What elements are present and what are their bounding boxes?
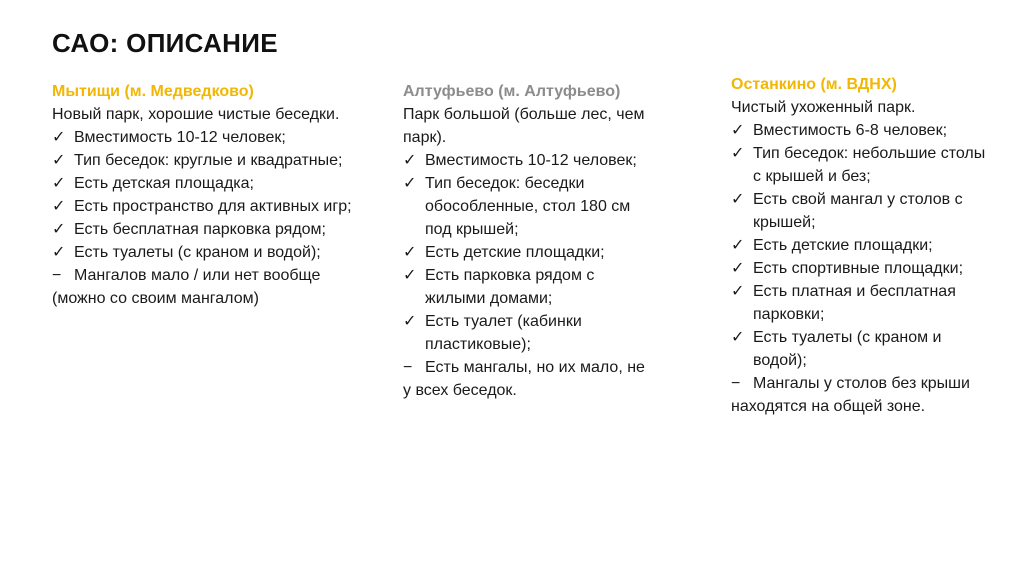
feature-item: ✓ Есть пространство для активных игр; — [52, 195, 352, 218]
dash-icon: − — [403, 359, 413, 376]
check-icon: ✓ — [731, 260, 745, 277]
check-icon: ✓ — [52, 221, 66, 238]
check-icon: ✓ — [731, 283, 745, 300]
check-icon: ✓ — [403, 267, 417, 284]
feature-item: ✓ Есть туалеты (с краном и водой); — [52, 241, 352, 264]
check-icon: ✓ — [403, 175, 417, 192]
check-icon: ✓ — [52, 198, 66, 215]
check-icon: ✓ — [52, 129, 66, 146]
park-column-altufyevo — [403, 80, 653, 402]
feature-list — [403, 149, 653, 356]
check-icon: ✓ — [403, 313, 417, 330]
check-icon: ✓ — [403, 244, 417, 261]
feature-list — [52, 126, 352, 264]
feature-item: ✓ Тип беседок: небольшие столы с крышей и без; — [731, 142, 993, 188]
feature-list — [731, 119, 993, 372]
feature-item: ✓ Есть спортивные площадки; — [731, 257, 993, 280]
feature-item: ✓ Есть детские площадки; — [731, 234, 993, 257]
feature-item: ✓ Вместимость 10-12 человек; — [403, 149, 653, 172]
feature-item: ✓ Есть детская площадка; — [52, 172, 352, 195]
feature-item: ✓ Тип беседок: беседки обособленные, стол 180 см под крышей; — [403, 172, 653, 241]
check-icon: ✓ — [52, 152, 66, 169]
feature-item: ✓ Есть туалеты (с краном и водой); — [731, 326, 993, 372]
feature-item: ✓ Есть туалет (кабинки пластиковые); — [403, 310, 653, 356]
park-column-mytishchi — [52, 80, 352, 310]
check-icon: ✓ — [731, 237, 745, 254]
park-note: − Есть мангалы, но их мало, не у всех беседок. — [403, 356, 653, 402]
check-icon: ✓ — [731, 122, 745, 139]
park-heading: Мытищи (м. Медведково) — [52, 83, 254, 100]
feature-item: ✓ Есть платная и бесплатная парковки; — [731, 280, 993, 326]
feature-item: ✓ Вместимость 6-8 человек; — [731, 119, 993, 142]
park-heading: Алтуфьево (м. Алтуфьево) — [403, 83, 621, 100]
feature-item: ✓ Есть детские площадки; — [403, 241, 653, 264]
check-icon: ✓ — [403, 152, 417, 169]
feature-item: ✓ Тип беседок: круглые и квадратные; — [52, 149, 352, 172]
check-icon: ✓ — [731, 145, 745, 162]
check-icon: ✓ — [52, 175, 66, 192]
feature-item: ✓ Вместимость 10-12 человек; — [52, 126, 352, 149]
park-intro: Новый парк, хорошие чистые беседки. — [52, 106, 340, 123]
feature-item: ✓ Есть парковка рядом с жилыми домами; — [403, 264, 653, 310]
feature-item: ✓ Есть бесплатная парковка рядом; — [52, 218, 352, 241]
check-icon: ✓ — [52, 244, 66, 261]
park-note: − Мангалов мало / или нет вообще (можно со своим мангалом) — [52, 264, 352, 310]
park-intro: Чистый ухоженный парк. — [731, 99, 916, 116]
dash-icon: − — [52, 267, 62, 284]
feature-item: ✓ Есть свой мангал у столов с крышей; — [731, 188, 993, 234]
park-heading: Останкино (м. ВДНХ) — [731, 76, 897, 93]
park-column-ostankino — [731, 73, 993, 418]
park-note: − Мангалы у столов без крыши находятся на общей зоне. — [731, 372, 993, 418]
slide-title: САО: ОПИСАНИЕ — [52, 28, 278, 58]
check-icon: ✓ — [731, 329, 745, 346]
check-icon: ✓ — [731, 191, 745, 208]
park-intro: Парк большой (больше лес, чем парк). — [403, 106, 645, 146]
dash-icon: − — [731, 375, 741, 392]
